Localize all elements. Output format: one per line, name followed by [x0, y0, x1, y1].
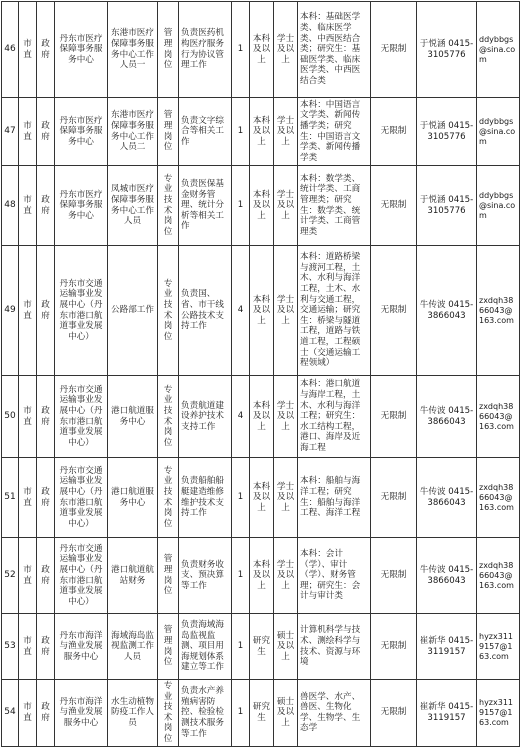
limit-cell: 无限制 — [371, 376, 417, 458]
unit-cell: 丹东市海洋与渔业发展服务中心 — [55, 680, 108, 747]
unit-cell: 丹东市交通运输事业发展中心（丹东市港口航道事业发展中心） — [55, 538, 108, 614]
duty-cell: 负责医药机构医疗服务行为协议管理工作 — [179, 2, 232, 98]
type-cell: 政府 — [37, 680, 55, 747]
email-cell: ddybbgs@sina.com — [477, 2, 520, 98]
contact-cell: 牛传波 0415-3866043 — [417, 376, 477, 458]
count-cell: 4 — [232, 376, 250, 458]
limit-cell: 无限制 — [371, 538, 417, 614]
unit-cell: 丹东市交通运输事业发展中心（丹东市港口航道事业发展中心） — [55, 376, 108, 458]
row-number: 50 — [2, 376, 19, 458]
table-row — [2, 614, 520, 680]
department-cell: 凤城市医疗保障事务服务中心工作人员 — [108, 166, 158, 246]
degree-cell: 学士及以上 — [274, 538, 298, 614]
email-cell: zxdqh3866043@163.com — [477, 538, 520, 614]
major-cell: 兽医学、水产、兽医、生物化学、生物学、生态学 — [298, 680, 371, 747]
type-cell: 政府 — [37, 2, 55, 98]
duty-cell: 负责文字综合等相关工作 — [179, 98, 232, 166]
post-type-cell: 管理岗位 — [158, 2, 179, 98]
count-cell: 1 — [232, 680, 250, 747]
level-cell: 市直 — [19, 376, 37, 458]
email-cell: ddybbgs@sina.com — [477, 166, 520, 246]
degree-cell: 学士及以上 — [274, 98, 298, 166]
duty-cell: 负责航道建设养护技术支持工作 — [179, 376, 232, 458]
contact-cell: 崔新华 0415-3119157 — [417, 614, 477, 680]
type-cell: 政府 — [37, 538, 55, 614]
row-number: 48 — [2, 166, 19, 246]
major-cell: 本科：中国语言文学类、新闻传播学类；研究生：中国语言文学类、新闻传播学类 — [298, 98, 371, 166]
email-cell: hyzx3119157@163.com — [477, 680, 520, 747]
table-row — [2, 166, 520, 246]
limit-cell: 无限制 — [371, 246, 417, 376]
row-number: 47 — [2, 98, 19, 166]
contact-cell: 牛传波 0415-3866043 — [417, 246, 477, 376]
post-type-cell: 专业技术岗位 — [158, 246, 179, 376]
contact-cell: 崔新华 0415-3119157 — [417, 680, 477, 747]
count-cell: 1 — [232, 614, 250, 680]
post-type-cell: 管理岗位 — [158, 538, 179, 614]
education-cell: 本科及以上 — [250, 98, 274, 166]
post-type-cell: 专业技术岗位 — [158, 458, 179, 538]
count-cell: 1 — [232, 458, 250, 538]
count-cell: 1 — [232, 2, 250, 98]
degree-cell: 学士及以上 — [274, 166, 298, 246]
level-cell: 市直 — [19, 246, 37, 376]
unit-cell: 丹东市医疗保障事务服务中心 — [55, 98, 108, 166]
degree-cell: 学士及以上 — [274, 458, 298, 538]
row-number: 51 — [2, 458, 19, 538]
duty-cell: 负责医保基金财务管理、统计分析等相关工作 — [179, 166, 232, 246]
level-cell: 市直 — [19, 166, 37, 246]
education-cell: 本科及以上 — [250, 538, 274, 614]
table-row — [2, 538, 520, 614]
row-number: 49 — [2, 246, 19, 376]
duty-cell: 负责国、省、市干线公路技术支持工作 — [179, 246, 232, 376]
table-row — [2, 458, 520, 538]
education-cell: 研究生 — [250, 680, 274, 747]
row-number: 53 — [2, 614, 19, 680]
major-cell: 本科：基础医学类、临床医学类、中西医结合类；研究生：基础医学类、临床医学类、中西医结合类 — [298, 2, 371, 98]
limit-cell: 无限制 — [371, 166, 417, 246]
education-cell: 本科及以上 — [250, 166, 274, 246]
limit-cell: 无限制 — [371, 458, 417, 538]
major-cell: 计算机科学与技术、测绘科学与技术、资源与环境 — [298, 614, 371, 680]
email-cell: zxdqh3866043@163.com — [477, 458, 520, 538]
major-cell: 本科：港口航道与海岸工程，土木、水利与海洋工程；研究生：水工结构工程，港口、海岸及近海工程 — [298, 376, 371, 458]
unit-cell: 丹东市医疗保障事务服务中心 — [55, 166, 108, 246]
duty-cell: 负责财务收支、预决算等工作 — [179, 538, 232, 614]
contact-cell: 于悦涵 0415-3105776 — [417, 2, 477, 98]
duty-cell: 负责船舶船艇建造维修维护技术支持工作 — [179, 458, 232, 538]
department-cell: 港口航道服务中心 — [108, 376, 158, 458]
major-cell: 本科：会计（学）、审计（学）、财务管理；研究生：会计与审计类 — [298, 538, 371, 614]
contact-cell: 于悦涵 0415-3105776 — [417, 98, 477, 166]
unit-cell: 丹东市交通运输事业发展中心（丹东市港口航道事业发展中心） — [55, 458, 108, 538]
department-cell: 公路部工作 — [108, 246, 158, 376]
department-cell: 东港市医疗保障事务服务中心工作人员二 — [108, 98, 158, 166]
level-cell: 市直 — [19, 680, 37, 747]
email-cell: zxdqh3866043@163.com — [477, 376, 520, 458]
type-cell: 政府 — [37, 166, 55, 246]
department-cell: 东港市医疗保障事务服务中心工作人员一 — [108, 2, 158, 98]
limit-cell: 无限制 — [371, 680, 417, 747]
unit-cell: 丹东市海洋与渔业发展服务中心 — [55, 614, 108, 680]
unit-cell: 丹东市交通运输事业发展中心（丹东市港口航道事业发展中心） — [55, 246, 108, 376]
level-cell: 市直 — [19, 2, 37, 98]
post-type-cell: 管理岗位 — [158, 614, 179, 680]
degree-cell: 学士及以上 — [274, 246, 298, 376]
table-row — [2, 680, 520, 747]
recruitment-table — [1, 1, 520, 747]
row-number: 52 — [2, 538, 19, 614]
education-cell: 本科及以上 — [250, 376, 274, 458]
department-cell: 港口航道服务中心 — [108, 458, 158, 538]
row-number: 54 — [2, 680, 19, 747]
major-cell: 本科：船舶与海洋工程；研究生：船舶与海洋工程、海洋工程 — [298, 458, 371, 538]
email-cell: ddybbgs@sina.com — [477, 98, 520, 166]
contact-cell: 牛传波 0415-3866043 — [417, 538, 477, 614]
duty-cell: 负责海域海岛监视监测、项目用海规划体系建立等工作 — [179, 614, 232, 680]
table-row — [2, 98, 520, 166]
email-cell: hyzx3119157@163.com — [477, 614, 520, 680]
degree-cell: 硕士及以上 — [274, 614, 298, 680]
unit-cell: 丹东市医疗保障事务服务中心 — [55, 2, 108, 98]
contact-cell: 于悦涵 0415-3105776 — [417, 166, 477, 246]
department-cell: 水生动植物防疫工作人员 — [108, 680, 158, 747]
degree-cell: 学士及以上 — [274, 2, 298, 98]
email-cell: zxdqh3866043@163.com — [477, 246, 520, 376]
degree-cell: 硕士及以上 — [274, 680, 298, 747]
level-cell: 市直 — [19, 458, 37, 538]
limit-cell: 无限制 — [371, 2, 417, 98]
type-cell: 政府 — [37, 614, 55, 680]
level-cell: 市直 — [19, 614, 37, 680]
level-cell: 市直 — [19, 538, 37, 614]
table-row — [2, 376, 520, 458]
education-cell: 本科及以上 — [250, 458, 274, 538]
major-cell: 本科：数学类、统计学类、工商管理类；研究生：数学类、统计学类、工商管理类 — [298, 166, 371, 246]
education-cell: 本科及以上 — [250, 2, 274, 98]
type-cell: 政府 — [37, 376, 55, 458]
post-type-cell: 专业技术岗位 — [158, 680, 179, 747]
post-type-cell: 管理岗位 — [158, 98, 179, 166]
limit-cell: 无限制 — [371, 98, 417, 166]
level-cell: 市直 — [19, 98, 37, 166]
post-type-cell: 专业技术岗位 — [158, 166, 179, 246]
department-cell: 海域海岛监视监测工作人员 — [108, 614, 158, 680]
type-cell: 政府 — [37, 458, 55, 538]
row-number: 46 — [2, 2, 19, 98]
education-cell: 本科及以上 — [250, 246, 274, 376]
post-type-cell: 专业技术岗位 — [158, 376, 179, 458]
education-cell: 研究生 — [250, 614, 274, 680]
major-cell: 本科：道路桥梁与渡河工程，土木、水利与海洋工程，土木、水利与交通工程，交通运输；研究生：桥梁与隧道工程，道路与铁道工程，工程硕士（交通运输工程领域） — [298, 246, 371, 376]
degree-cell: 学士及以上 — [274, 376, 298, 458]
count-cell: 1 — [232, 538, 250, 614]
count-cell: 1 — [232, 98, 250, 166]
type-cell: 政府 — [37, 246, 55, 376]
count-cell: 1 — [232, 166, 250, 246]
count-cell: 4 — [232, 246, 250, 376]
duty-cell: 负责水产养殖病害防控、检验检测技术服务等工作 — [179, 680, 232, 747]
limit-cell: 无限制 — [371, 614, 417, 680]
department-cell: 港口航道航站财务 — [108, 538, 158, 614]
contact-cell: 牛传波 0415-3866043 — [417, 458, 477, 538]
table-row — [2, 246, 520, 376]
type-cell: 政府 — [37, 98, 55, 166]
table-row — [2, 2, 520, 98]
